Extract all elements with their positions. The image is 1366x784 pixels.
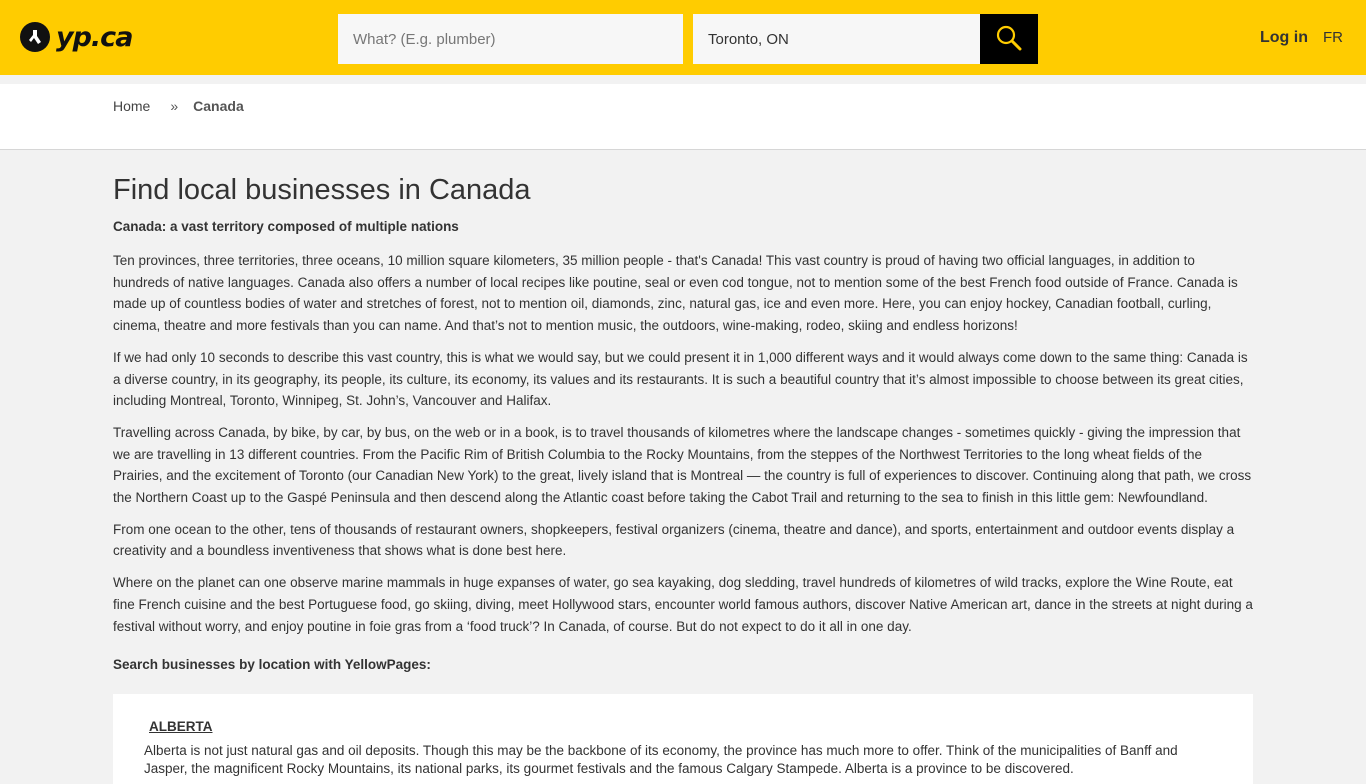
search-what-input[interactable] — [338, 14, 683, 64]
breadcrumb-separator: » — [170, 98, 179, 114]
intro-paragraph: From one ocean to the other, tens of thousands of restaurant owners, shopkeepers, festival organizers (cinema, theatre and dance), and sports, entertainment and outdoor events display a creativity and a boundless inventiveness that shows what is done best here. — [113, 521, 1235, 559]
breadcrumb — [113, 98, 244, 114]
yp-walking-fingers-icon — [20, 22, 50, 52]
intro-paragraph: Travelling across Canada, by bike, by car, by bus, on the web or in a book, is to travel thousands of kilometres where the landscape changes - sometimes quickly - giving the impression that we are travelling in 13 different countries. From the Pacific Rim of British Columbia to the Rocky Mountains, from the steppes of the Northwest Territories to the long wheat fields of the Prairies, and the excitement of Toronto (our Canadian New York) to the great, lively island that is Montreal — the country is full of experiences to discover. Continuing along that path, we cross the Northern Coast up to the Gaspé Peninsula and then descend along the Atlantic coast before taking the Cabot Trail and returning to the sea to finish in this little gem: Newfoundland. — [113, 424, 1252, 506]
search-where-input[interactable] — [693, 14, 980, 64]
breadcrumb-home-link[interactable]: Home — [113, 98, 151, 114]
intro-paragraph: If we had only 10 seconds to describe this vast country, this is what we would say, but we could present it in 1,000 different ways and it would always come down to the same thing: Canada is a diverse country, in its geography, its people, its culture, its economy, its values and its restaurants. It is such a beautiful country that it’s almost impossible to choose between its great cities, including Montreal, Toronto, Winnipeg, St. John’s, Vancouver and Halifax. — [113, 349, 1248, 409]
page-title: Find local businesses in Canada — [113, 174, 531, 206]
intro-paragraph: Where on the planet can one observe marine mammals in huge expanses of water, go sea kayaking, dog sledding, travel hundreds of kilometres of wild tracks, explore the Wine Route, eat fine French cuisine and the best Portuguese food, go skiing, diving, meet Hollywood stars, encounter world famous authors, discover Native American art, dance in the streets at night during a festival without worry, and enjoy poutine in foie gras from a ‘food truck’? In Canada, of course. But do not expect to do it all in one day. — [113, 575, 1253, 634]
intro-paragraph: Ten provinces, three territories, three oceans, 10 million square kilometers, 35 million people - that's Canada! This vast country is proud of having two official languages, in addition to hundreds of native languages. Canada also offers a number of local recipes like poutine, seal or even cod tongue, not to mention some of the best French food outside of France. Canada is made up of countless bodies of water and stretches of forest, not to mention oil, diamonds, zinc, natural gas, ice and even more. Here, you can enjoy hockey, Canadian football, curling, cinema, theatre and more festivals than you can name. And that’s not to mention music, the outdoors, wine-making, rodeo, skiing and endless horizons! — [113, 253, 1238, 334]
breadcrumb-current: Canada — [193, 98, 244, 114]
login-link[interactable]: Log in — [1260, 29, 1308, 46]
logo-text: yp.ca — [56, 21, 133, 53]
language-toggle-link[interactable]: FR — [1323, 29, 1343, 46]
main-content — [113, 172, 1253, 672]
breadcrumb-band — [0, 84, 1366, 150]
search-by-location-heading: Search businesses by location with YellowPages: — [113, 657, 431, 673]
page-subtitle: Canada: a vast territory composed of multiple nations — [113, 219, 459, 234]
province-link-alberta[interactable]: ALBERTA — [149, 719, 213, 734]
province-description: Alberta is not just natural gas and oil deposits. Though this may be the backbone of its economy, the province has much more to offer. Think of the municipalities of Banff and Jasper, the magnificent Rocky Mountains, its national parks, its gourmet festivals and the famous Calgary Stampede. Alberta is a province to be discovered. — [144, 743, 1178, 776]
search-icon — [995, 24, 1023, 55]
province-card-alberta — [113, 694, 1253, 784]
search-button[interactable] — [980, 14, 1038, 64]
top-header — [0, 0, 1366, 75]
yp-logo-link[interactable] — [20, 18, 132, 56]
